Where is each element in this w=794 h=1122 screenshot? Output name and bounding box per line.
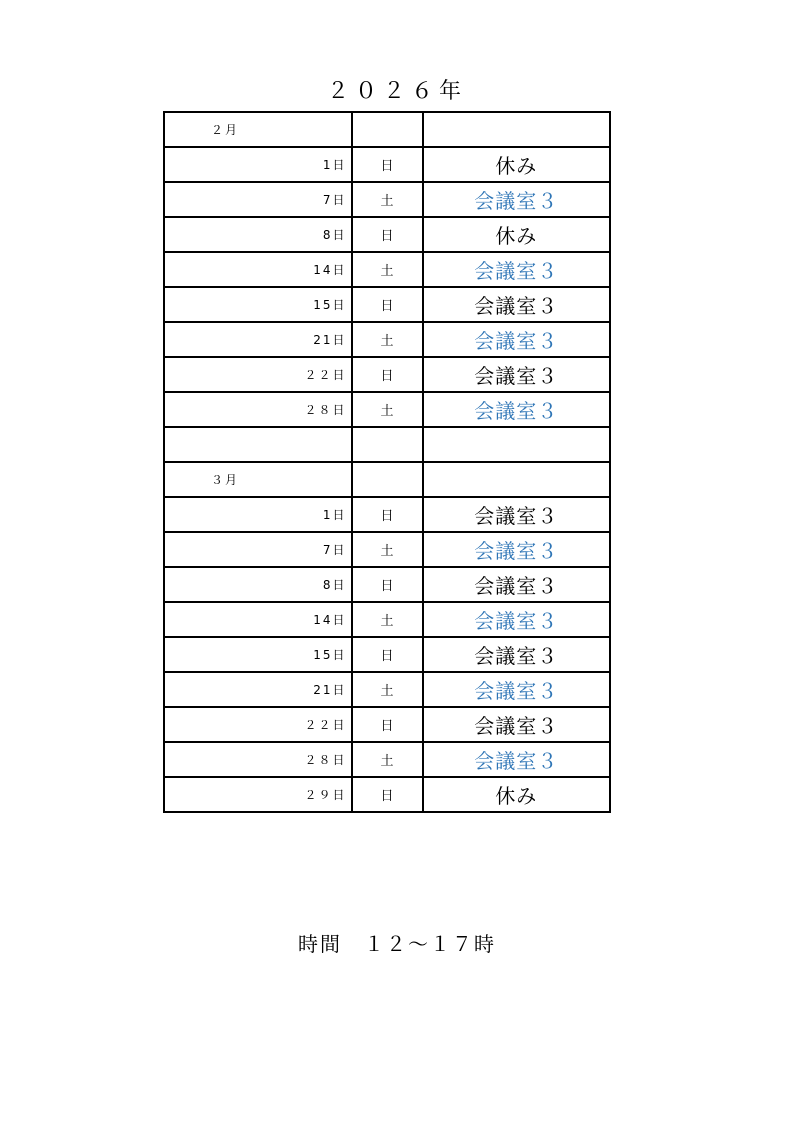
event-cell: 会議室３ [423,392,611,427]
date-cell: 21日 [164,322,352,357]
event-cell: 会議室３ [423,497,611,532]
event-cell: 会議室３ [423,322,611,357]
table-row [164,672,610,707]
weekday-cell: 土 [352,672,423,707]
table-row [164,532,610,567]
weekday-cell: 日 [352,637,423,672]
weekday-cell: 土 [352,532,423,567]
spacer-row [164,427,610,462]
schedule-table [163,111,611,813]
weekday-cell: 土 [352,182,423,217]
event-cell: 休み [423,147,611,182]
date-cell: ２２日 [164,357,352,392]
date-cell: 8日 [164,567,352,602]
event-cell: 会議室３ [423,287,611,322]
date-cell: ２８日 [164,742,352,777]
empty-cell [423,112,611,147]
weekday-cell: 土 [352,252,423,287]
date-cell: ２８日 [164,392,352,427]
month-header-row [164,112,610,147]
weekday-cell: 土 [352,392,423,427]
date-cell: 8日 [164,217,352,252]
schedule-table-body [164,112,610,812]
table-row [164,497,610,532]
weekday-cell: 日 [352,217,423,252]
event-cell: 会議室３ [423,742,611,777]
empty-cell [423,427,611,462]
weekday-cell: 日 [352,707,423,742]
date-cell: 1日 [164,497,352,532]
weekday-cell: 土 [352,742,423,777]
table-row [164,777,610,812]
weekday-cell: 日 [352,357,423,392]
empty-cell [352,112,423,147]
date-cell: 7日 [164,182,352,217]
weekday-cell: 日 [352,777,423,812]
event-cell: 会議室３ [423,707,611,742]
empty-cell [352,462,423,497]
table-row [164,322,610,357]
date-cell: 14日 [164,252,352,287]
page-title: ２０２６年 [326,79,467,104]
weekday-cell: 日 [352,567,423,602]
weekday-cell: 土 [352,602,423,637]
empty-cell [164,427,352,462]
table-row [164,147,610,182]
table-row [164,252,610,287]
hours-note: 時間 １２〜１７時 [298,932,496,956]
table-row [164,357,610,392]
date-cell: 14日 [164,602,352,637]
event-cell: 会議室３ [423,182,611,217]
table-row [164,637,610,672]
table-row [164,567,610,602]
event-cell: 会議室３ [423,567,611,602]
weekday-cell: 日 [352,147,423,182]
empty-cell [423,462,611,497]
date-cell: 1日 [164,147,352,182]
event-cell: 休み [423,217,611,252]
table-row [164,182,610,217]
event-cell: 休み [423,777,611,812]
table-row [164,742,610,777]
event-cell: 会議室３ [423,602,611,637]
weekday-cell: 日 [352,497,423,532]
date-cell: 15日 [164,637,352,672]
month-header-row [164,462,610,497]
event-cell: 会議室３ [423,357,611,392]
event-cell: 会議室３ [423,252,611,287]
weekday-cell: 日 [352,287,423,322]
date-cell: ２９日 [164,777,352,812]
date-cell: ２２日 [164,707,352,742]
table-row [164,707,610,742]
date-cell: 15日 [164,287,352,322]
event-cell: 会議室３ [423,637,611,672]
date-cell: 7日 [164,532,352,567]
weekday-cell: 土 [352,322,423,357]
month-label: ２月 [164,112,352,147]
empty-cell [352,427,423,462]
table-row [164,392,610,427]
table-row [164,602,610,637]
date-cell: 21日 [164,672,352,707]
table-row [164,287,610,322]
table-row [164,217,610,252]
event-cell: 会議室３ [423,532,611,567]
month-label: ３月 [164,462,352,497]
event-cell: 会議室３ [423,672,611,707]
